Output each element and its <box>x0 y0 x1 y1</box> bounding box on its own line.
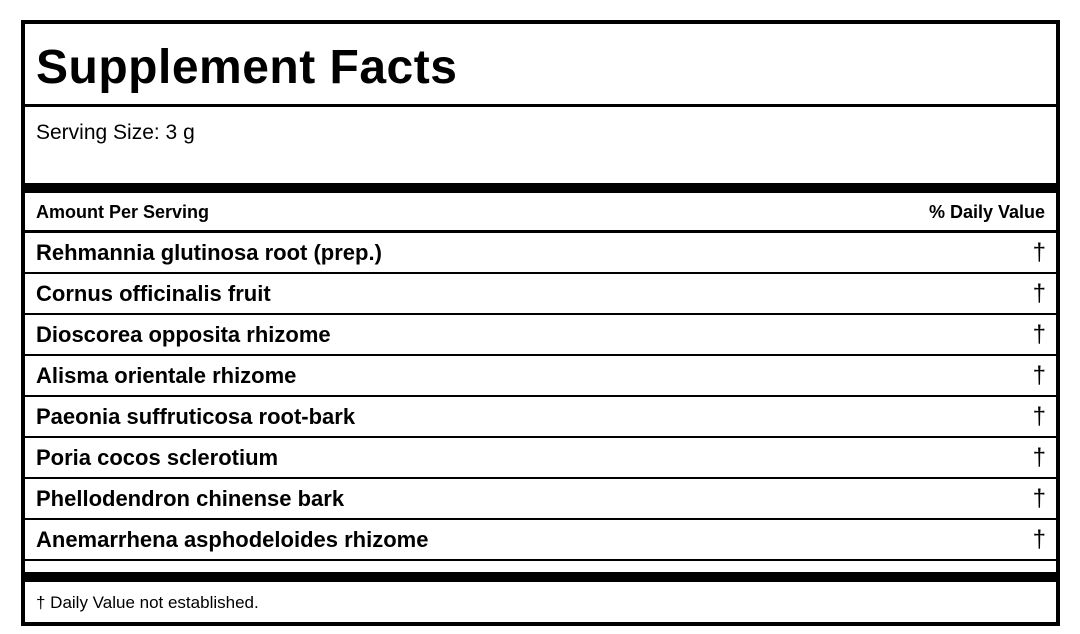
thick-divider-bottom <box>25 572 1056 582</box>
ingredient-name: Alisma orientale rhizome <box>36 363 297 388</box>
amount-per-serving-header: Amount Per Serving <box>36 202 210 222</box>
ingredient-name: Phellodendron chinense bark <box>36 486 345 511</box>
ingredient-row <box>25 233 1056 274</box>
ingredient-row <box>25 315 1056 356</box>
ingredient-name: Poria cocos sclerotium <box>36 445 279 470</box>
ingredient-daily-value: † <box>1032 280 1046 307</box>
ingredient-name: Cornus officinalis fruit <box>36 281 271 306</box>
ingredient-list <box>25 233 1056 561</box>
ingredient-row <box>25 274 1056 315</box>
ingredient-daily-value: † <box>1032 444 1046 471</box>
ingredient-daily-value: † <box>1032 321 1046 348</box>
serving-size: Serving Size: 3 g <box>36 121 195 144</box>
panel-title: Supplement Facts <box>36 41 458 94</box>
daily-value-footnote: † Daily Value not established. <box>36 593 259 612</box>
ingredient-name: Paeonia suffruticosa root-bark <box>36 404 356 429</box>
ingredient-row <box>25 356 1056 397</box>
ingredient-daily-value: † <box>1032 403 1046 430</box>
daily-value-header: % Daily Value <box>928 202 1045 222</box>
ingredient-daily-value: † <box>1032 485 1046 512</box>
ingredient-name: Anemarrhena asphodeloides rhizome <box>36 527 429 552</box>
ingredient-row <box>25 479 1056 520</box>
column-header-row <box>25 193 1056 233</box>
ingredient-daily-value: † <box>1032 362 1046 389</box>
ingredient-row <box>25 438 1056 479</box>
footnote-row <box>25 582 1056 622</box>
thick-divider-top <box>25 183 1056 193</box>
ingredient-name: Rehmannia glutinosa root (prep.) <box>36 240 382 265</box>
title-row <box>25 24 1056 107</box>
ingredient-name: Dioscorea opposita rhizome <box>36 322 331 347</box>
ingredient-daily-value: † <box>1032 526 1046 553</box>
ingredient-row <box>25 520 1056 561</box>
serving-size-row <box>25 107 1056 183</box>
ingredient-daily-value: † <box>1032 239 1046 266</box>
supplement-facts-panel <box>21 20 1060 626</box>
ingredient-row <box>25 397 1056 438</box>
